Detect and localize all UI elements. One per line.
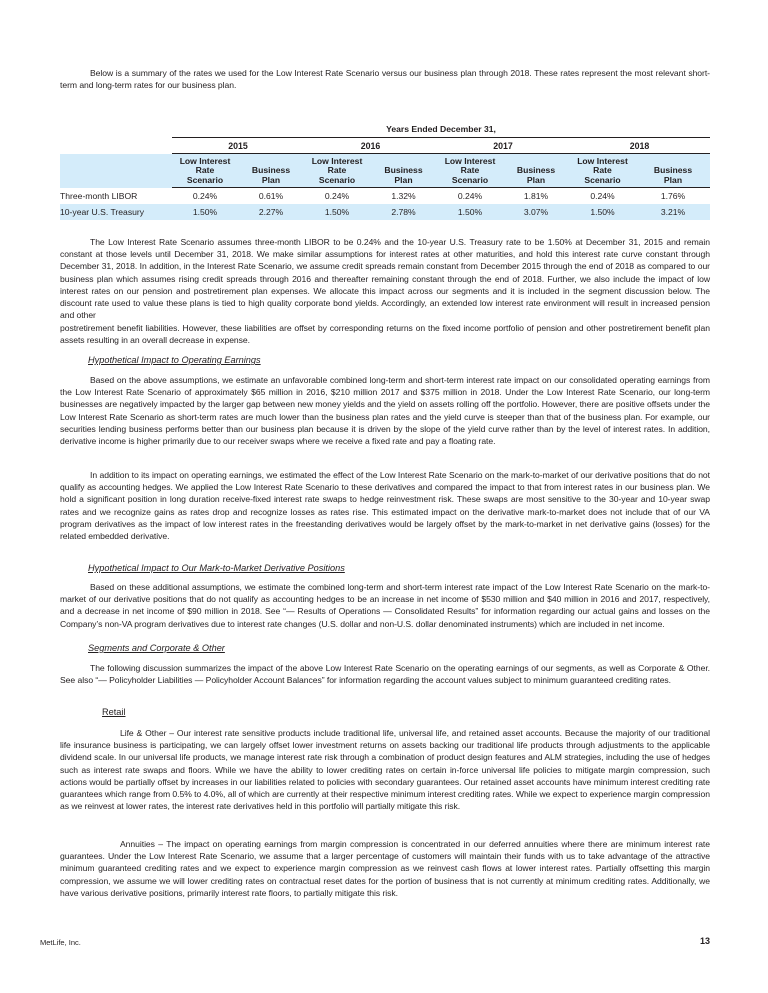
mark-to-market-paragraph: In addition to its impact on operating earnings, we estimated the effect of the Low Interest Rate Scenario on the mark-to-market of our derivative positions that do not qualify as accounting hedges. We applied the Low Interest Rate Scenario to these derivatives and compared the impact to that from interest rates in our business plan. We hold a significant position in long duration receive-fixed interest rate swaps to hedge reinvestment risk. These swaps are most sensitive to the 30-year and 10-year swap rates and we recognize gains as rates drop and recognize losses as rates rise. This estimated impact on the derivative mark-to-market does not include that of our VA program derivatives as the impact of low interest rates in the freestanding derivatives would be largely offset by the mark-to-market in net derivative gains (losses) for the related embedded derivative. <box>60 470 710 542</box>
heading-derivative-positions: Hypothetical Impact to Our Mark-to-Market Derivative Positions <box>88 563 345 573</box>
year-header-2017: 2017 <box>437 138 569 154</box>
table-cell: 1.50% <box>569 204 636 220</box>
heading-segments: Segments and Corporate & Other <box>88 643 225 653</box>
col-business-plan-2017: Business Plan <box>503 154 569 188</box>
low-rate-scenario-continued: postretirement benefit liabilities. However, these liabilities are offset by corresponding returns on the fixed income portfolio of pension and other postretirement benefit plan assets resulting in an overall decrease in expense. <box>60 323 710 346</box>
page-number: 13 <box>700 936 711 946</box>
heading-operating-earnings: Hypothetical Impact to Operating Earnings <box>88 355 261 365</box>
year-header-2015: 2015 <box>172 138 304 154</box>
intro-paragraph: Below is a summary of the rates we used for the Low Interest Rate Scenario versus our business plan through 2018. These rates represent the most relevant short-term and long-term rates for our business plan. <box>60 68 710 91</box>
column-header-row <box>60 154 710 188</box>
annuities-paragraph: Annuities – The impact on operating earnings from margin compression is concentrated in our deferred annuities where there are minimum interest rate guarantees. Under the Low Interest Rate Scenario, we assume that a larger percentage of customers will maintain their funds with us to take advantage of the attractive minimum guaranteed crediting rates and we expect to experience margin compression as we reinvest cash flows at lower interest rates. Partially offsetting this margin compression, we assume we will lower crediting rates on contractual reset dates for the portion of business that is not currently at minimum crediting rates. Additionally, we have various derivative positions, primarily interest rate floors, to partially mitigate this risk. <box>60 839 710 898</box>
table-cell: 1.50% <box>304 204 370 220</box>
col-business-plan-2015: Business Plan <box>238 154 304 188</box>
rates-table <box>60 124 710 220</box>
row-label: 10-year U.S. Treasury <box>60 204 172 220</box>
table-cell: 1.81% <box>523 191 549 202</box>
col-business-plan-2016: Business Plan <box>370 154 437 188</box>
life-other-paragraph: Life & Other – Our interest rate sensitive products include traditional life, universal life, and retained asset accounts. Because the majority of our traditional life insurance business is participating, we can largely offset lower investment returns on assets backing our traditional life products through adjustments to the applicable dividend scale. In our universal life products, we manage interest rate risk through a combination of product design features and ALM strategies, including the use of hedges such as interest rate swaps and floors. While we have the ability to lower crediting rates on certain in-force universal life policies to mitigate margin compression, such actions would be partially offset by increases in our liabilities related to policies with secondary guarantees. Our retained asset accounts have minimum interest crediting rate guarantees which range from 0.5% to 4.0%, all of which are currently at their respective minimum interest crediting rates. While we expect to experience margin compression as we reinvest at lower rates, the interest rate derivatives held in this portfolio will partially mitigate this risk. <box>60 728 710 812</box>
table-cell: 3.21% <box>636 204 710 220</box>
rates-table-container <box>60 124 710 220</box>
table-cell: 0.24% <box>324 191 350 202</box>
col-low-rate-2015: Low Interest Rate Scenario <box>172 154 238 188</box>
table-cell: 1.50% <box>172 204 238 220</box>
col-low-rate-2018: Low Interest Rate Scenario <box>569 154 636 188</box>
operating-earnings-paragraph: Based on the above assumptions, we estimate an unfavorable combined long-term and short-term interest rate impact on our consolidated operating earnings from the Low Interest Rate Scenario of approximately $65 million in 2016, $210 million 2017 and $375 million in 2018. Under the Low Interest Rate Scenario, our long-term businesses are negatively impacted by the larger gap between new money yields and the yield on assets rolling off the portfolio. However, there are positive offsets under the Low Interest Rate Scenario as short-term rates are much lower than the business plan rates and the yield curve is steeper than that of the business plan. For example, our securities lending business performs better than our business plan because it is driven by the slope of the yield curve rather than by the level of interest rates. In addition, derivative income is higher primarily due to our receiver swaps where we receive a fixed rate and pay a floating rate. <box>60 375 710 447</box>
table-cell: 0.24% <box>457 191 483 202</box>
footer-company: MetLife, Inc. <box>40 938 81 947</box>
derivative-positions-paragraph: Based on these additional assumptions, we estimate the combined long-term and short-term interest rate impact of the Low Interest Rate Scenario on the mark-to-market of our derivative positions that do not qualify as accounting hedges to be an increase in net income of $530 million and $40 million in 2016 and 2017, respectively, and a decrease in net income of $90 million in 2018. See “— Results of Operations — Consolidated Results” for information regarding our actual gains and losses on the Company’s non-VA program derivatives due to interest rate changes (U.S. dollar and non-U.S. dollar denominated instruments) which are included in net income. <box>60 582 710 629</box>
col-low-rate-2016: Low Interest Rate Scenario <box>304 154 370 188</box>
table-cell: 0.24% <box>192 191 218 202</box>
table-cell: 2.78% <box>370 204 437 220</box>
heading-retail: Retail <box>102 707 126 717</box>
table-caption: Years Ended December 31, <box>386 124 496 134</box>
year-header-2018: 2018 <box>569 138 710 154</box>
year-header-row <box>60 138 710 154</box>
table-cell: 1.76% <box>660 191 686 202</box>
table-row-treasury <box>60 204 710 220</box>
table-row-libor <box>60 188 710 205</box>
col-business-plan-2018: Business Plan <box>636 154 710 188</box>
col-low-rate-2017: Low Interest Rate Scenario <box>437 154 503 188</box>
row-label: Three-month LIBOR <box>60 190 138 201</box>
table-cell: 0.61% <box>258 191 284 202</box>
table-cell: 1.50% <box>437 204 503 220</box>
table-cell: 1.32% <box>391 191 416 202</box>
table-cell: 0.24% <box>590 191 615 202</box>
table-cell: 2.27% <box>238 204 304 220</box>
low-rate-scenario-paragraph: The Low Interest Rate Scenario assumes three-month LIBOR to be 0.24% and the 10-year U.S. Treasury rate to be 1.50% at December 31, 2015 and remain constant at those levels until December 31, 2018. We make similar assumptions for interest rates at other maturities, and hold this interest rate curve constant through December 31, 2018. In addition, in the Interest Rate Scenario, we assume credit spreads remain constant from December 2015 through the end of 2018 as compared to our business plan which assumes rising credit spreads through 2016 and thereafter remaining constant through the end of 2018. Further, we also include the impact of low interest rates on our pension and postretirement plan expenses. We allocate this impact across our segments and it is included in the segment discussion below. The discount rate used to value these plans is tied to high quality corporate bond yields. Accordingly, an extended low interest rate environment will result in increased pension and other <box>60 237 710 321</box>
table-cell: 3.07% <box>503 204 569 220</box>
year-header-2016: 2016 <box>304 138 437 154</box>
segments-paragraph: The following discussion summarizes the impact of the above Low Interest Rate Scenario on the operating earnings of our segments, as well as Corporate & Other. See also “— Policyholder Liabilities — Policyholder Account Balances” for information regarding the account values subject to minimum guaranteed crediting rates. <box>60 663 710 686</box>
